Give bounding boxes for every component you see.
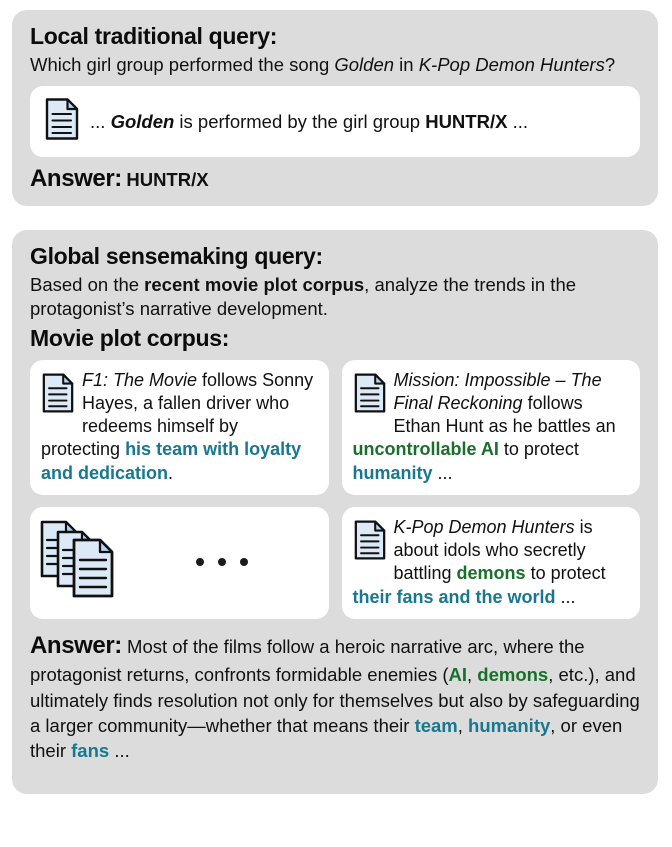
global-answer-part-5: , or even their <box>30 714 623 761</box>
local-query-middle: in <box>394 53 419 75</box>
local-answer-label: Answer: <box>30 165 122 193</box>
global-answer-green-ai: AI <box>448 664 468 686</box>
corpus-heading: Movie plot corpus: <box>30 325 230 352</box>
card-highlight-mi-green: uncontrollable AI <box>352 439 499 460</box>
card-body-kpop-1: is about idols who secretly battling <box>393 516 593 584</box>
card-highlight-kpop-teal: their fans and the world <box>352 586 556 607</box>
stacked-documents-icon <box>36 516 134 608</box>
global-answer-part-6: ... <box>109 739 130 761</box>
global-answer-part-1: Most of the films follow a heroic narrative arc, where the protagonist returns, confronts formidable enemies ( <box>30 635 585 686</box>
global-query-panel <box>12 230 658 794</box>
global-answer-part-3: , etc.), and ultimately finds resolution not only for themselves but also by safeguarding a larger community—whether that means their <box>30 664 640 736</box>
global-answer-teal-fans: fans <box>71 739 110 761</box>
document-icon <box>353 518 387 568</box>
card-highlight-kpop-green: demons <box>456 563 526 584</box>
corpus-card-f1 <box>30 360 329 495</box>
local-query-italic-movie: K-Pop Demon Hunters <box>418 53 605 75</box>
card-highlight-mi-teal: humanity <box>352 462 433 483</box>
global-answer-green-demons: demons <box>477 664 549 686</box>
evidence-middle: is performed by the girl group <box>174 110 426 132</box>
global-query-prefix: Based on the <box>30 273 145 295</box>
global-answer-label: Answer: <box>30 631 122 659</box>
card-title-mission-impossible: Mission: Impossible – The Final Reckoning <box>393 369 602 413</box>
global-query-text <box>30 273 640 323</box>
evidence-song-title: Golden <box>110 110 175 132</box>
card-body-f1-2: . <box>168 462 174 483</box>
card-title-f1: F1: The Movie <box>82 369 198 390</box>
evidence-card <box>30 86 640 157</box>
ellipsis-indicator <box>196 558 248 566</box>
global-answer-teal-humanity: humanity <box>468 714 551 736</box>
global-answer-part-4: , <box>457 714 469 736</box>
card-body-mi-1: follows Ethan Hunt as he battles an <box>393 392 616 437</box>
card-body-kpop-2: to protect <box>525 563 606 584</box>
evidence-text <box>90 110 528 134</box>
card-body-mi-3: ... <box>432 462 453 483</box>
document-icon <box>44 96 80 147</box>
local-query-text <box>30 53 640 78</box>
local-query-heading: Local traditional query: <box>30 23 278 49</box>
corpus-card-mission-impossible <box>342 360 641 495</box>
evidence-group-name: HUNTR/X <box>425 110 508 132</box>
document-icon <box>41 371 75 421</box>
corpus-card-grid <box>30 360 640 619</box>
global-query-suffix: , analyze the trends in the protagonist’s narrative development. <box>30 273 577 320</box>
global-answer-part-2: , <box>467 664 478 686</box>
evidence-prefix: ... <box>90 110 111 132</box>
local-query-italic-song: Golden <box>334 53 395 75</box>
dot <box>218 558 226 566</box>
local-query-panel <box>12 10 658 206</box>
global-query-heading: Global sensemaking query: <box>30 243 323 269</box>
local-answer-line <box>30 165 640 194</box>
global-answer-text <box>30 630 640 763</box>
evidence-suffix: ... <box>507 110 528 132</box>
dot <box>240 558 248 566</box>
card-body-f1-1: follows Sonny Hayes, a fallen driver who redeems himself by protecting <box>41 369 314 460</box>
card-body-kpop-3: ... <box>555 586 576 607</box>
card-highlight-f1-teal: his team with loyalty and dedication <box>41 439 302 483</box>
local-query-prefix: Which girl group performed the song <box>30 53 335 75</box>
card-title-kpop: K-Pop Demon Hunters <box>393 516 575 537</box>
document-icon <box>353 371 387 421</box>
dot <box>196 558 204 566</box>
local-answer-value: HUNTR/X <box>126 169 209 191</box>
local-query-suffix: ? <box>604 53 616 75</box>
global-query-bold-corpus: recent movie plot corpus <box>144 273 365 295</box>
corpus-card-kpop-demon-hunters <box>342 507 641 619</box>
corpus-card-more-documents <box>30 507 329 619</box>
global-answer-teal-team: team <box>414 714 458 736</box>
card-body-mi-2: to protect <box>498 439 579 460</box>
